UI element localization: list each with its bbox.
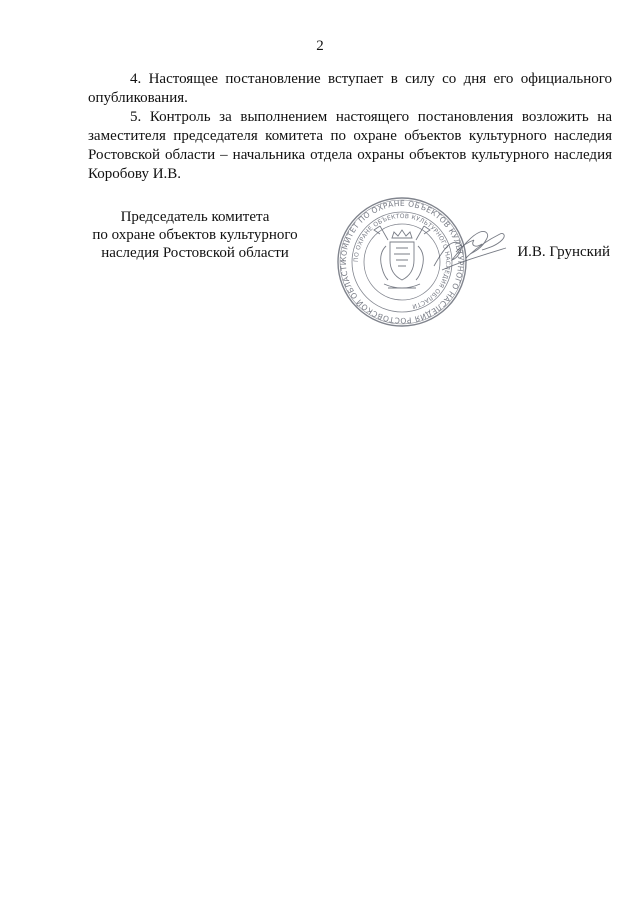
seal-inner-ring-text: ПО ОХРАНЕ ОБЪЕКТОВ КУЛЬТУРНОГО НАСЛЕДИЯ ОБЛАСТИ: [352, 212, 452, 310]
signer-name: И.В. Грунский: [517, 244, 610, 260]
position-line-2: по охране объектов культурного: [92, 227, 298, 243]
position-line-3: наследия Ростовской области: [101, 245, 289, 261]
position-line-1: Председатель комитета: [120, 209, 270, 225]
signatory-position: [70, 208, 320, 262]
handwritten-signature: [430, 218, 510, 278]
page-number: 2: [316, 38, 324, 54]
paragraph-4: 4. Настоящее постановление вступает в силу со дня его официального опубликования.: [88, 71, 612, 106]
document-body: [88, 70, 612, 184]
seal-outer-ring-text: КОМИТЕТ ПО ОХРАНЕ ОБЪЕКТОВ КУЛЬТУРНОГО НАСЛЕДИЯ РОСТОВСКОЙ ОБЛАСТИ: [338, 198, 466, 326]
coat-of-arms-icon: [374, 226, 430, 288]
paragraph-5: 5. Контроль за выполнением настоящего постановления возложить на заместителя председателя комитета по охране объектов культурного наследия Ростовской области – начальника отдела охраны объектов культурного наследия Коробову И.В.: [88, 109, 612, 182]
